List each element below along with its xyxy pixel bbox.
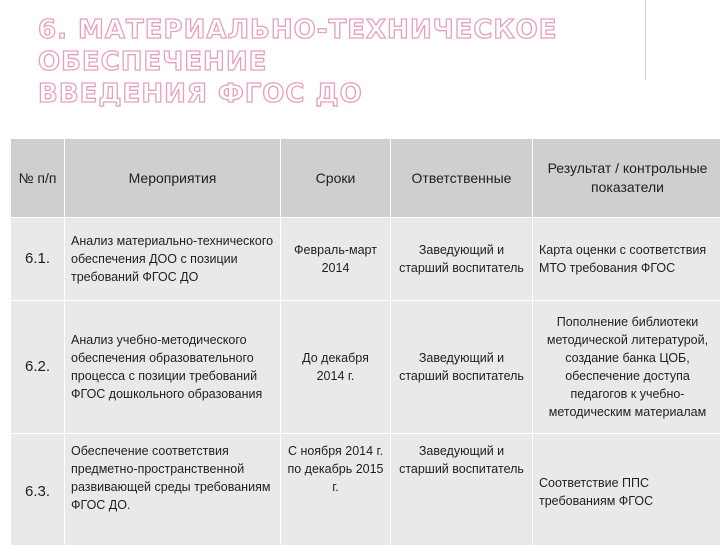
header-activities: Мероприятия (65, 139, 281, 218)
row-responsible: Заведующий и старший воспитатель (391, 218, 533, 301)
row-activity: Обеспечение соответствия предметно-пространственной развивающей среды требованиям ФГОС ДО. (65, 434, 281, 546)
row-responsible: Заведующий и старший воспитатель (391, 434, 533, 546)
divider (645, 0, 646, 80)
row-number: 6.2. (11, 301, 65, 434)
row-result: Пополнение библиотеки методической литературой, создание банка ЦОБ, обеспечение доступа педагогов к учебно-методическим материалам (533, 301, 720, 434)
title-line-2: ОБЕСПЕЧЕНИЕ (38, 46, 638, 78)
title-line-1: 6. МАТЕРИАЛЬНО-ТЕХНИЧЕСКОЕ (38, 14, 638, 46)
table-header-row (11, 139, 720, 218)
row-result: Карта оценки с соответствия МТО требования ФГОС (533, 218, 720, 301)
row-result: Соответствие ППС требованиям ФГОС (533, 434, 720, 546)
header-responsible: Ответственные (391, 139, 533, 218)
table-row (11, 301, 720, 434)
table-row (11, 434, 720, 546)
row-activity: Анализ учебно-методического обеспечения образовательного процесса с позиции требований ФГОС дошкольного образования (65, 301, 281, 434)
header-result: Результат / контрольные показатели (533, 139, 720, 218)
page-title (38, 14, 638, 110)
row-term: Февраль-март 2014 (281, 218, 391, 301)
row-term: До декабря 2014 г. (281, 301, 391, 434)
header-terms: Сроки (281, 139, 391, 218)
table-row (11, 218, 720, 301)
row-responsible: Заведующий и старший воспитатель (391, 301, 533, 434)
row-number: 6.1. (11, 218, 65, 301)
measures-table (10, 138, 720, 546)
row-term: С ноября 2014 г. по декабрь 2015 г. (281, 434, 391, 546)
title-line-3: ВВЕДЕНИЯ ФГОС ДО (38, 78, 638, 110)
row-activity: Анализ материально-технического обеспечения ДОО с позиции требований ФГОС ДО (65, 218, 281, 301)
header-num: № п/п (11, 139, 65, 218)
row-number: 6.3. (11, 434, 65, 546)
